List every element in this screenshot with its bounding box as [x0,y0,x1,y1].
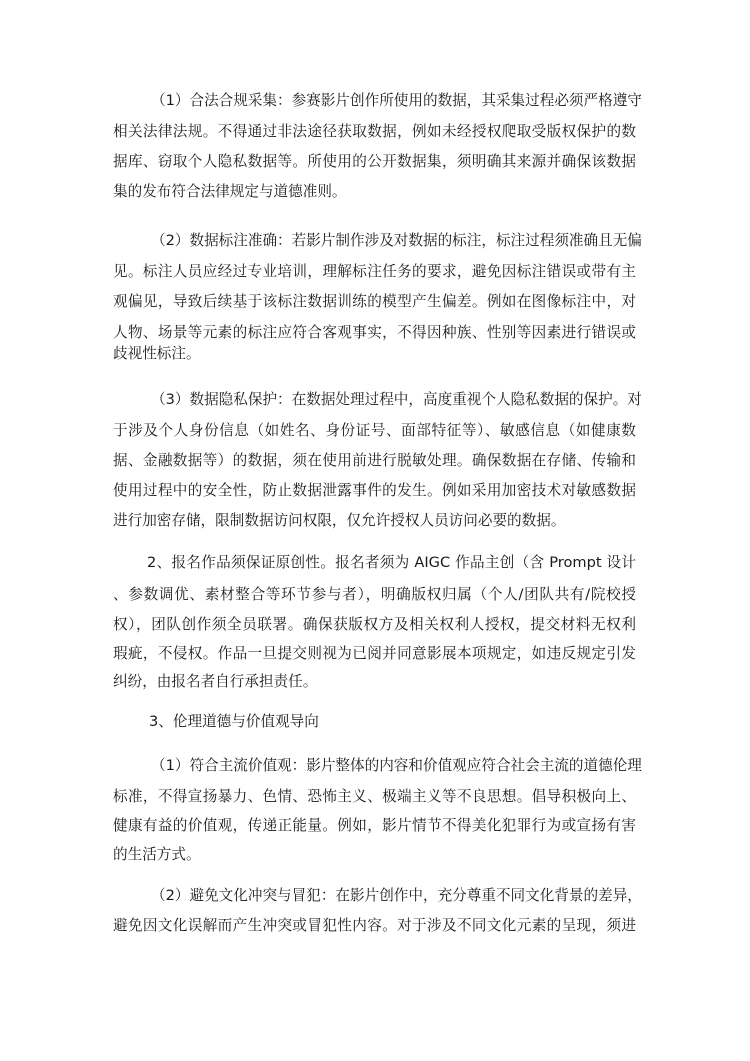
paragraph-line: 观偏见，导致后续基于该标注数据训练的模型产生偏差。例如在图像标注中，对 [113,293,636,310]
paragraph-line: 纠纷，由报名者自行承担责任。 [113,673,318,690]
paragraph-line: （1）合法合规采集：参赛影片创作所使用的数据，其采集过程必须严格遵守 [151,92,642,109]
paragraph-line: 见。标注人员应经过专业培训，理解标注任务的要求，避免因标注错误或带有主 [113,263,636,280]
paragraph-line: 进行加密存储，限制数据访问权限，仅允许授权人员访问必要的数据。 [113,512,566,529]
paragraph-line: 、参数调优、素材整合等环节参与者），明确版权归属（个人/团队共有/院校授 [113,586,636,603]
paragraph-line: （3）数据隐私保护：在数据处理过程中，高度重视个人隐私数据的保护。对 [151,391,642,408]
paragraph-line: 歧视性标注。 [113,345,201,362]
paragraph-line: 相关法律法规。不得通过非法途径获取数据，例如未经授权爬取受版权保护的数 [113,123,636,140]
paragraph-line: 健康有益的价值观，传递正能量。例如，影片情节不得美化犯罪行为或宣扬有害 [113,817,636,834]
paragraph-line: 集的发布符合法律规定与道德准则。 [113,183,347,200]
paragraph-line: 权），团队创作须全员联署。确保获版权方及相关权利人授权，提交材料无权利 [113,616,636,633]
section-heading: 3、伦理道德与价值观导向 [149,713,319,730]
paragraph-line: （2）数据标注准确：若影片制作涉及对数据的标注，标注过程须准确且无偏 [151,232,642,249]
paragraph-line: 瑕疵，不侵权。作品一旦提交则视为已阅并同意影展本项规定，如违反规定引发 [113,645,636,662]
paragraph-line: 2、报名作品须保证原创性。报名者须为 AIGC 作品主创（含 Prompt 设计 [147,554,636,571]
paragraph-line: 使用过程中的安全性，防止数据泄露事件的发生。例如采用加密技术对敏感数据 [113,482,636,499]
paragraph-line: 避免因文化误解而产生冲突或冒犯性内容。对于涉及不同文化元素的呈现，须进 [113,917,636,934]
paragraph-line: 的生活方式。 [113,846,201,863]
paragraph-line: 标准，不得宣扬暴力、色情、恐怖主义、极端主义等不良思想。倡导积极向上、 [113,788,636,805]
paragraph-line: （1）符合主流价值观：影片整体的内容和价值观应符合社会主流的道德伦理 [151,757,642,774]
paragraph-line: （2）避免文化冲突与冒犯：在影片创作中，充分尊重不同文化背景的差异， [151,887,642,904]
paragraph-line: 人物、场景等元素的标注应符合客观事实，不得因种族、性别等因素进行错误或 [113,324,636,341]
paragraph-line: 据库、窃取个人隐私数据等。所使用的公开数据集，须明确其来源并确保该数据 [113,153,636,170]
paragraph-line: 于涉及个人身份信息（如姓名、身份证号、面部特征等）、敏感信息（如健康数 [113,422,636,439]
paragraph-line: 据、金融数据等）的数据，须在使用前进行脱敏处理。确保数据在存储、传输和 [113,452,636,469]
